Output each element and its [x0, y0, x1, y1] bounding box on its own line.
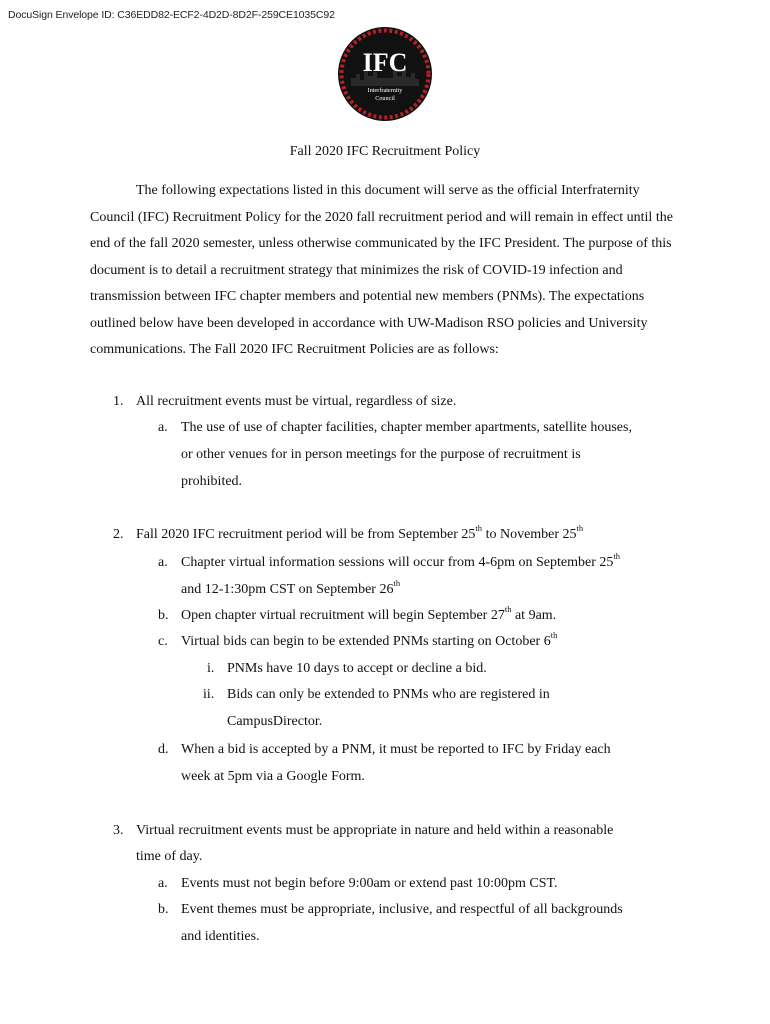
item-number: 2.: [113, 527, 124, 542]
item-text: All recruitment events must be virtual, regardless of size.: [136, 394, 457, 409]
subitem-label: d.: [158, 742, 169, 757]
subitem-text: The use of use of chapter facilities, chapter member apartments, satellite houses,: [181, 420, 632, 435]
subitem-label: b.: [158, 902, 169, 917]
item-text: Fall 2020 IFC recruitment period will be from September 25th to November 25th: [136, 523, 584, 542]
svg-text:IFC: IFC: [362, 48, 408, 77]
item-text: Virtual recruitment events must be appropriate in nature and held within a reasonable: [136, 823, 614, 838]
docusign-envelope-id: DocuSign Envelope ID: C36EDD82-ECF2-4D2D-8D2F-259CE1035C92: [8, 9, 335, 21]
subitem-text: and 12-1:30pm CST on September 26th: [181, 578, 401, 597]
item-text: time of day.: [136, 849, 203, 864]
item-number: 1.: [113, 394, 124, 409]
subitem-text: Virtual bids can begin to be extended PNMs starting on October 6th: [181, 630, 558, 649]
svg-text:Council: Council: [375, 95, 395, 102]
subsubitem-label: i.: [207, 661, 215, 676]
subitem-text: Event themes must be appropriate, inclusive, and respectful of all backgrounds: [181, 902, 623, 917]
subitem-label: c.: [158, 634, 168, 649]
subitem-text: or other venues for in person meetings for the purpose of recruitment is: [181, 447, 581, 462]
subsubitem-text: CampusDirector.: [227, 714, 323, 729]
ifc-logo: [337, 26, 433, 122]
subitem-text: When a bid is accepted by a PNM, it must be reported to IFC by Friday each: [181, 742, 611, 757]
subitem-text: Events must not begin before 9:00am or extend past 10:00pm CST.: [181, 876, 558, 891]
item-number: 3.: [113, 823, 124, 838]
subitem-text: week at 5pm via a Google Form.: [181, 769, 365, 784]
svg-text:Interfraternity: Interfraternity: [367, 87, 403, 94]
document-title: Fall 2020 IFC Recruitment Policy: [289, 144, 481, 159]
subsubitem-text: PNMs have 10 days to accept or decline a bid.: [227, 661, 487, 676]
subitem-label: b.: [158, 608, 169, 623]
subsubitem-label: ii.: [203, 687, 215, 702]
subitem-text: Open chapter virtual recruitment will begin September 27th at 9am.: [181, 604, 557, 623]
intro-paragraph: The following expectations listed in this document will serve as the official Interfraternity Council (IFC) Recruitment Policy for the 2020 fall recruitment period and will remain in effect until the end of the fall 2020 semester, unless otherwise communicated by the IFC President. The purpose of this document is to detail a recruitment strategy that minimizes the risk of COVID-19 infection and transmission between IFC chapter members and potential new members (PNMs). The expectations outlined below have been developed in accordance with UW-Madison RSO policies and University communications. The Fall 2020 IFC Recruitment Policies are as follows:: [90, 183, 673, 357]
subitem-label: a.: [158, 420, 168, 435]
subitem-label: a.: [158, 876, 168, 891]
subsubitem-text: Bids can only be extended to PNMs who are registered in: [227, 687, 550, 702]
subitem-text: and identities.: [181, 929, 260, 944]
subitem-label: a.: [158, 555, 168, 570]
subitem-text: prohibited.: [181, 474, 243, 489]
subitem-text: Chapter virtual information sessions will occur from 4-6pm on September 25th: [181, 551, 620, 570]
